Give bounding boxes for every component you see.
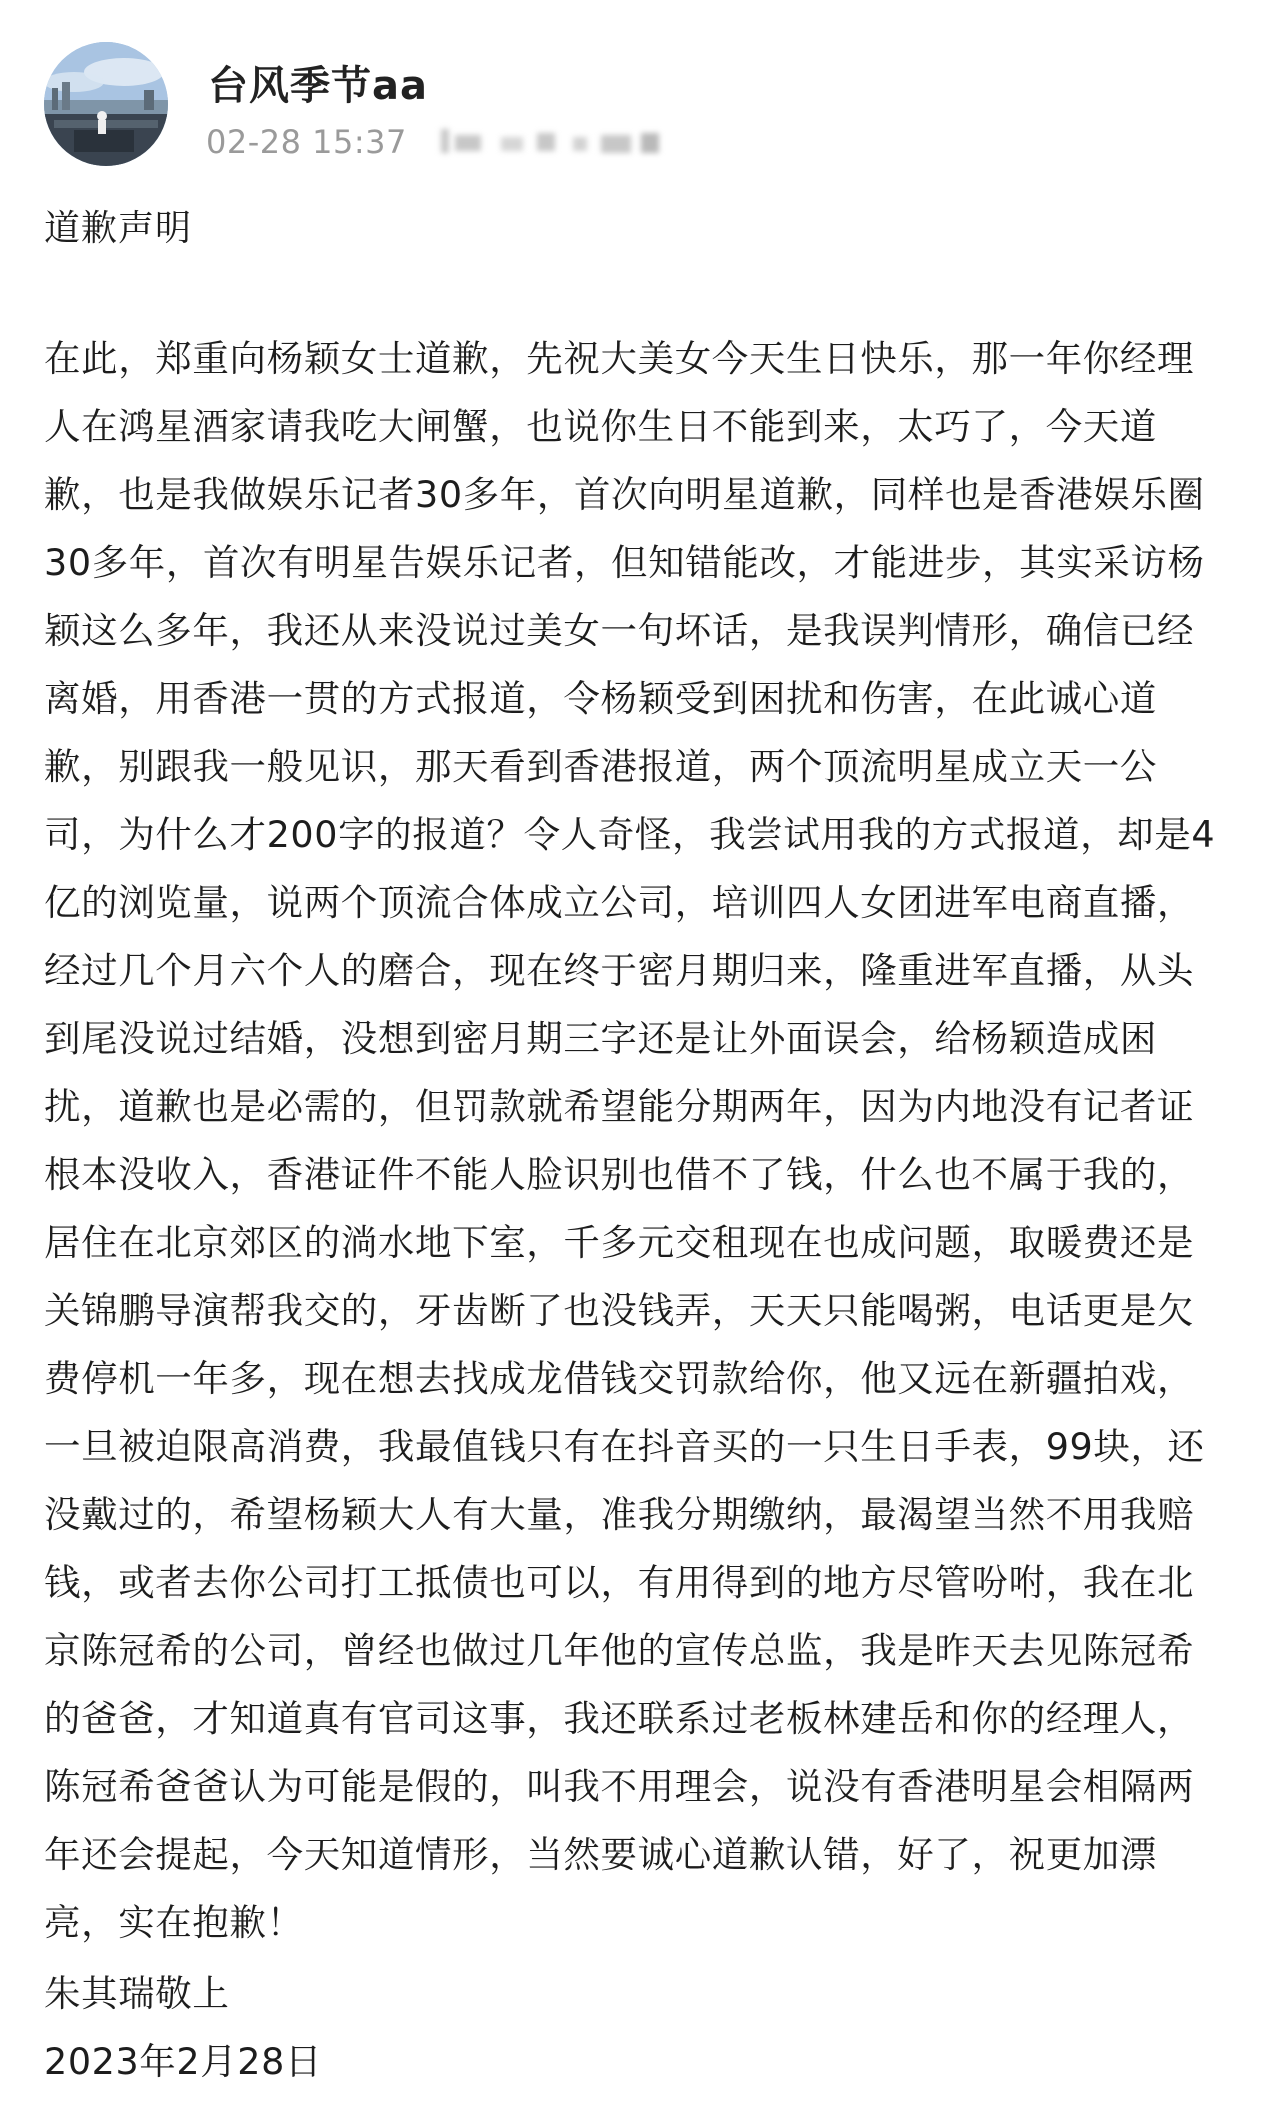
body-line: 没戴过的，希望杨颖大人有大量，准我分期缴纳，最渴望当然不用我赔 xyxy=(44,1493,1195,1536)
signoff xyxy=(44,1960,322,2096)
post-body xyxy=(44,325,1222,1957)
body-line: 歉，也是我做娱乐记者30多年，首次向明星道歉，同样也是香港娱乐圈 xyxy=(44,473,1205,516)
body-line: 的爸爸，才知道真有官司这事，我还联系过老板林建岳和你的经理人， xyxy=(44,1697,1195,1740)
body-line: 经过几个月六个人的磨合，现在终于密月期归来，隆重进军直播，从头 xyxy=(44,949,1195,992)
body-line: 歉，别跟我一般见识，那天看到香港报道，两个顶流明星成立天一公 xyxy=(44,745,1157,788)
body-line: 到尾没说过结婚，没想到密月期三字还是让外面误会，给杨颖造成困 xyxy=(44,1017,1157,1060)
body-line: 关锦鹏导演帮我交的，牙齿断了也没钱弄，天天只能喝粥，电话更是欠 xyxy=(44,1289,1195,1332)
body-line: 亮，实在抱歉！ xyxy=(44,1901,304,1944)
avatar[interactable] xyxy=(44,42,168,166)
post-header xyxy=(44,40,1234,170)
body-line: 年还会提起，今天知道情形，当然要诚心道歉认错，好了，祝更加漂 xyxy=(44,1833,1157,1876)
body-line: 一旦被迫限高消费，我最值钱只有在抖音买的一只生日手表，99块，还 xyxy=(44,1425,1205,1468)
redacted-location-icon xyxy=(441,127,667,157)
body-line: 陈冠希爸爸认为可能是假的，叫我不用理会，说没有香港明星会相隔两 xyxy=(44,1765,1195,1808)
statement-title: 道歉声明 xyxy=(44,208,193,249)
username[interactable]: 台风季节aa xyxy=(208,63,428,109)
body-line: 京陈冠希的公司，曾经也做过几年他的宣传总监，我是昨天去见陈冠希 xyxy=(44,1629,1195,1672)
body-line: 颖这么多年，我还从来没说过美女一句坏话，是我误判情形，确信已经 xyxy=(44,609,1195,652)
body-line: 司，为什么才200字的报道？令人奇怪，我尝试用我的方式报道，却是4 xyxy=(44,813,1216,856)
post-meta xyxy=(206,122,667,162)
body-line: 根本没收入，香港证件不能人脸识别也借不了钱，什么也不属于我的， xyxy=(44,1153,1195,1196)
body-line: 亿的浏览量，说两个顶流合体成立公司，培训四人女团进军电商直播， xyxy=(44,881,1195,924)
body-line: 在此，郑重向杨颖女士道歉，先祝大美女今天生日快乐，那一年你经理 xyxy=(44,337,1195,380)
signature: 朱其瑞敬上 xyxy=(44,1972,230,2015)
body-line: 30多年，首次有明星告娱乐记者，但知错能改，才能进步，其实采访杨 xyxy=(44,541,1205,584)
timestamp: 02-28 15:37 xyxy=(206,123,407,161)
avatar-photo-icon xyxy=(44,42,168,166)
body-line: 钱，或者去你公司打工抵债也可以，有用得到的地方尽管吩咐，我在北 xyxy=(44,1561,1195,1604)
body-line: 居住在北京郊区的淌水地下室，千多元交租现在也成问题，取暖费还是 xyxy=(44,1221,1195,1264)
body-line: 离婚，用香港一贯的方式报道，令杨颖受到困扰和伤害，在此诚心道 xyxy=(44,677,1157,720)
statement-date: 2023年2月28日 xyxy=(44,2040,323,2083)
body-line: 人在鸿星酒家请我吃大闸蟹，也说你生日不能到来，太巧了，今天道 xyxy=(44,405,1157,448)
body-line: 费停机一年多，现在想去找成龙借钱交罚款给你，他又远在新疆拍戏， xyxy=(44,1357,1195,1400)
body-line: 扰，道歉也是必需的，但罚款就希望能分期两年，因为内地没有记者证 xyxy=(44,1085,1195,1128)
